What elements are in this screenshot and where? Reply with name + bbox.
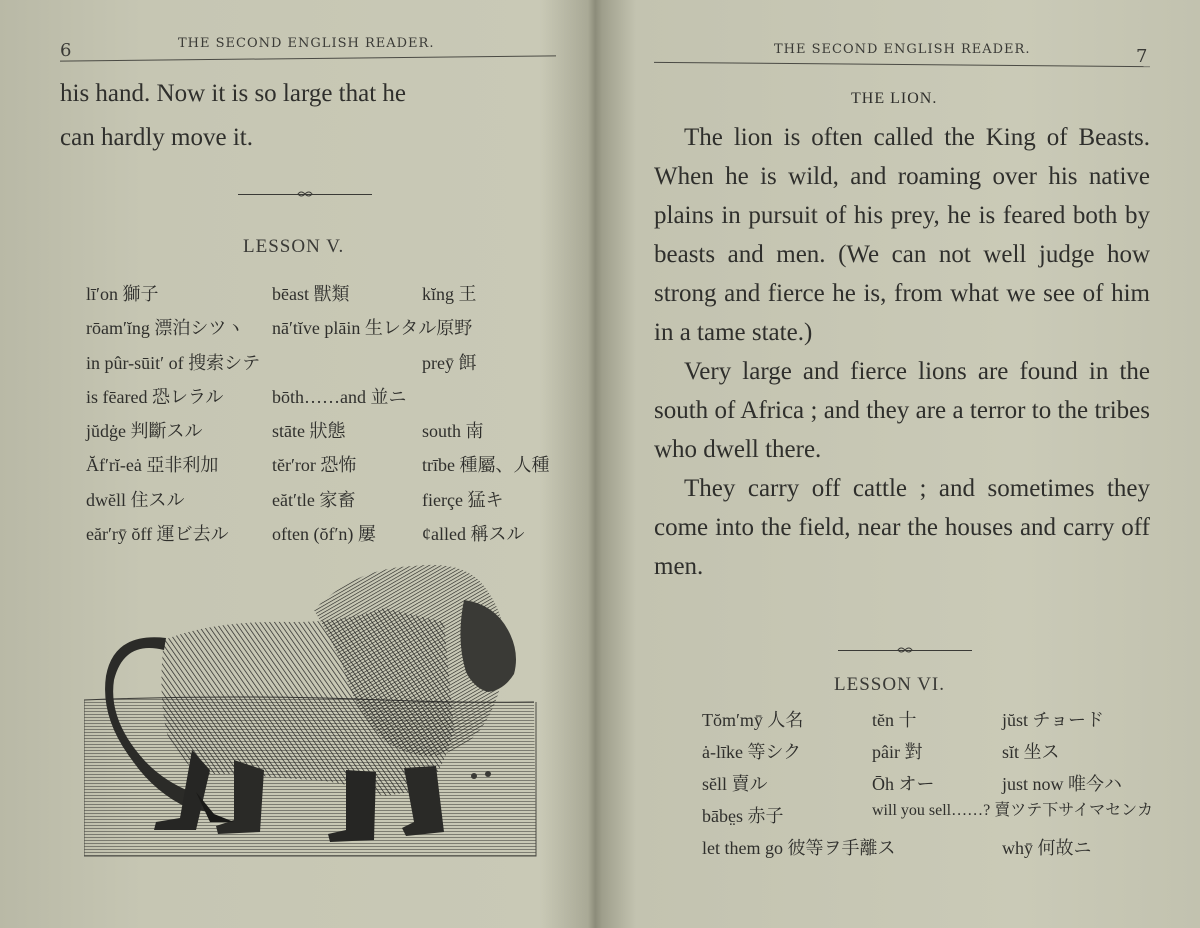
vocab-item: will you sell……? 賣ツテ下サイマセンカ: [872, 802, 1154, 819]
vocab-item: nā′tĭve plāin 生レタル原野: [272, 318, 473, 339]
vocab-item: just now 唯今ハ: [1002, 774, 1123, 794]
vocabulary-list: [702, 706, 1162, 866]
vocab-item: ȼalled 稱スル: [422, 524, 525, 545]
left-page: [0, 0, 594, 928]
text-line: his hand. Now it is so large that he: [60, 80, 407, 107]
page-number: 7: [1136, 46, 1148, 67]
vocab-item: pâir 對: [872, 742, 923, 762]
vocab-item: bābe̤s 赤子: [702, 806, 784, 826]
vocabulary-list: [86, 280, 566, 554]
vocab-item: sĭt 坐ス: [1002, 742, 1060, 762]
running-head: THE SECOND ENGLISH READER.: [774, 42, 1031, 57]
vocab-item: Ōh オー: [872, 774, 935, 794]
vocab-item: jŭst チョード: [1002, 710, 1104, 730]
lesson-title: LESSON V.: [243, 236, 345, 257]
vocab-item: eăr′rȳ ŏff 運ビ去ル: [86, 524, 229, 545]
vocab-item: kĭng 王: [422, 284, 477, 304]
paragraph: Very large and fierce lions are found in the south of Africa ; and they are a terror to the tribes who dwell there.: [654, 358, 1150, 463]
vocab-item: dwĕll 住スル: [86, 489, 185, 510]
vocab-item: in pûr-sūit′ of 搜索シテ: [86, 352, 261, 373]
right-page: [600, 0, 1200, 928]
vocab-item: preȳ 餌: [422, 352, 477, 373]
vocab-item: often (ŏf′n) 屢: [272, 524, 376, 545]
vocab-item: eăt′tle 家畜: [272, 489, 356, 510]
continuation-text: [60, 72, 558, 160]
vocab-item: stāte 狀態: [272, 421, 346, 442]
vocab-item: tĕn 十: [872, 710, 917, 730]
ornament-divider: [238, 190, 372, 198]
vocab-item: bēast 獸類: [272, 284, 350, 304]
section-title: THE LION.: [851, 90, 938, 107]
ornament-divider: [838, 646, 972, 654]
header-rule: [654, 62, 1150, 67]
vocab-item: let them go 彼等ヲ手離ス: [702, 838, 896, 858]
vocab-item: south 南: [422, 421, 484, 442]
vocab-item: ȧ-līke 等シク: [702, 742, 802, 762]
vocab-item: is fēared 恐レラル: [86, 386, 224, 407]
vocab-item: rōam′ĭng 漂泊シツヽ: [86, 318, 245, 339]
paragraph-text: The lion is often called the King of Beasts. When he is wild, and roaming over his native plains in pursuit of his prey, he is feared both by beasts and men.: [654, 124, 1150, 268]
vocab-item: bōth……and 並ニ: [272, 386, 407, 407]
story-text: [654, 118, 1150, 586]
vocab-item: tĕr′ror 恐怖: [272, 455, 357, 476]
vocab-item: trībe 種屬、人種: [422, 455, 550, 476]
vocab-item: sĕll 賣ル: [702, 774, 768, 794]
vocab-item: lī′on 獅子: [86, 284, 159, 304]
header-rule: [60, 55, 556, 61]
page-number: 6: [60, 40, 72, 61]
running-head: THE SECOND ENGLISH READER.: [178, 36, 435, 51]
vocab-item: Tŏm′mȳ 人名: [702, 710, 804, 730]
text-line: can hardly move it.: [60, 124, 253, 151]
vocab-item: whȳ 何故ニ: [1002, 838, 1092, 858]
paragraph: They carry off cattle ; and sometimes they come into the field, near the houses and carry off men.: [654, 475, 1150, 580]
paragraph: [654, 118, 1150, 352]
bracketed-sentence: (We can not well judge how strong and fierce he is, from what we see of him in a tame state.): [654, 241, 1151, 346]
vocab-item: jŭdġe 判斷スル: [86, 421, 203, 442]
vocab-item: Ăf′rĭ-eȧ 亞非利加: [86, 455, 219, 476]
lion-engraving: [84, 560, 540, 860]
lesson-title: LESSON VI.: [834, 674, 945, 695]
vocab-item: fierçe 猛キ: [422, 489, 504, 510]
